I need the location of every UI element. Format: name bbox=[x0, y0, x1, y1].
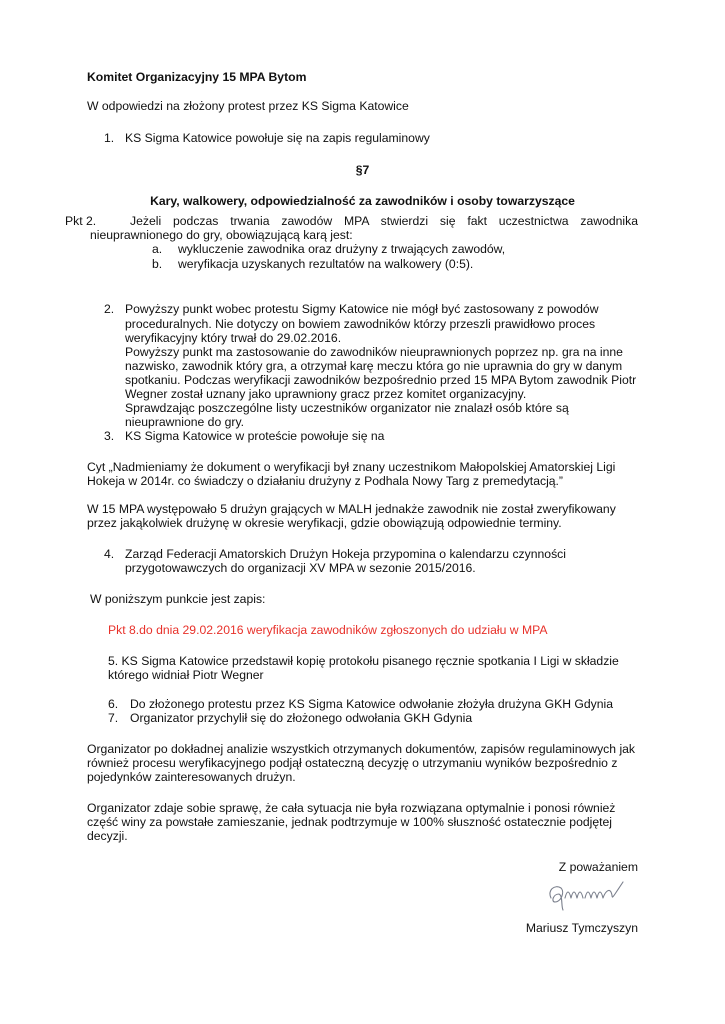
section-symbol: §7 bbox=[355, 163, 370, 177]
pkt2-label: Pkt 2. bbox=[65, 214, 97, 228]
pkt2-a-label: a. bbox=[152, 242, 163, 256]
pkt2-a-text: wykluczenie zawodnika oraz drużyny z trwających zawodów, bbox=[178, 242, 506, 256]
item-4-line: Zarząd Federacji Amatorskich Drużyn Hokeja przypomina o kalendarzu czynności bbox=[125, 547, 566, 561]
signer-name: Mariusz Tymczyszyn bbox=[525, 921, 638, 935]
pkt2-line-2: nieuprawnionego do gry, obowiązującą karą jest: bbox=[90, 228, 353, 242]
item-2-line: nieuprawnione do gry. bbox=[125, 415, 245, 429]
analysis-line: również procesu weryfikacyjnego podjął ostateczną decyzję o utrzymaniu wyników bezpośrednio z bbox=[87, 756, 618, 770]
item-2-line: Powyższy punkt wobec protestu Sigmy Katowice nie mógł być zastosowany z powodów bbox=[125, 302, 599, 316]
item-2-number: 2. bbox=[104, 302, 115, 316]
item-7-number: 7. bbox=[108, 711, 119, 725]
item-4-line: przygotowawczych do organizacji XV MPA w sezonie 2015/2016. bbox=[125, 561, 476, 575]
item-2-line: spotkaniu. Podczas weryfikacji zawodników bezpośrednio przed 15 MPA Bytom zawodnik Piotr bbox=[125, 373, 637, 387]
item-1-number: 1. bbox=[104, 131, 115, 145]
quote-line: Hokeja w 2014r. co świadczy o działaniu drużyny z Podhala Nowy Targ z premedytacją.” bbox=[87, 474, 563, 488]
signature-image bbox=[545, 876, 635, 916]
pkt2-line-1: Jeżeli podczas trwania zawodów MPA stwierdzi się fakt uczestnictwa zawodnika bbox=[130, 214, 638, 228]
mpa-paragraph-line: przez jakąkolwiek drużynę w okresie weryfikacji, gdzie obowiązują odpowiednie terminy. bbox=[87, 516, 562, 530]
item-2-line: nazwisko, zawodnik który gra, a otrzymał karę meczu która go nie uprawnia do gry w danym bbox=[125, 359, 623, 373]
item-3-text: KS Sigma Katowice w proteście powołuje się na bbox=[125, 429, 385, 443]
intro-line: W odpowiedzi na złożony protest przez KS Sigma Katowice bbox=[87, 99, 409, 113]
item-6-text: Do złożonego protestu przez KS Sigma Katowice odwołanie złożyła drużyna GKH Gdynia bbox=[130, 697, 614, 711]
closing-line: Z poważaniem bbox=[558, 860, 638, 874]
item-2-line: Sprawdzając poszczególne listy uczestników organizator nie znalazł osób które są bbox=[125, 401, 569, 415]
analysis-line: pojedynków zainteresowanych drużyn. bbox=[87, 770, 296, 784]
final-line: część winy za powstałe zamieszanie, jednak podtrzymuje w 100% słuszność ostatecznie podjętej bbox=[87, 815, 613, 829]
quote-line: Cyt „Nadmieniamy że dokument o weryfikacji był znany uczestnikom Małopolskiej Amatorskiej Ligi bbox=[87, 460, 616, 474]
pkt8-highlight: Pkt 8.do dnia 29.02.2016 weryfikacja zawodników zgłoszonych do udziału w MPA bbox=[108, 623, 548, 637]
item-2-line: Wegner został uznany jako uprawniony gracz przez komitet organizacyjny. bbox=[125, 387, 527, 401]
item-1-text: KS Sigma Katowice powołuje się na zapis regulaminowy bbox=[125, 131, 430, 145]
final-line: decyzji. bbox=[87, 829, 128, 843]
item-7-text: Organizator przychylił się do złożonego odwołania GKH Gdynia bbox=[130, 711, 473, 725]
analysis-line: Organizator po dokładnej analizie wszystkich otrzymanych dokumentów, zapisów regulaminowych jak bbox=[87, 742, 636, 756]
item-2-line: proceduralnych. Nie dotyczy on bowiem zawodników którzy przeszli prawidłowo proces bbox=[125, 317, 596, 331]
letter-title: Komitet Organizacyjny 15 MPA Bytom bbox=[87, 70, 307, 84]
pkt2-b-label: b. bbox=[152, 257, 163, 271]
final-line: Organizator zdaje sobie sprawę, że cała sytuacja nie była rozwiązana optymalnie i ponosi również bbox=[87, 801, 616, 815]
item-4-number: 4. bbox=[104, 547, 115, 561]
item-2-line: weryfikacyjny który trwał do 29.02.2016. bbox=[125, 331, 342, 345]
zapis-intro: W poniższym punkcie jest zapis: bbox=[90, 592, 266, 606]
item-5-line: 5. KS Sigma Katowice przedstawił kopię protokołu pisanego ręcznie spotkania I Ligi w składzie bbox=[108, 654, 619, 668]
item-2-line: Powyższy punkt ma zastosowanie do zawodników nieuprawnionych poprzez np. gra na inne bbox=[125, 345, 623, 359]
item-3-number: 3. bbox=[104, 429, 115, 443]
item-5-line: którego widniał Piotr Wegner bbox=[108, 668, 264, 682]
mpa-paragraph-line: W 15 MPA występowało 5 drużyn grających w MALH jednakże zawodnik nie został zweryfikowany bbox=[87, 502, 616, 516]
item-6-number: 6. bbox=[108, 697, 119, 711]
section-heading: Kary, walkowery, odpowiedzialność za zawodników i osoby towarzyszące bbox=[150, 194, 575, 208]
pkt2-b-text: weryfikacja uzyskanych rezultatów na walkowery (0:5). bbox=[178, 257, 474, 271]
